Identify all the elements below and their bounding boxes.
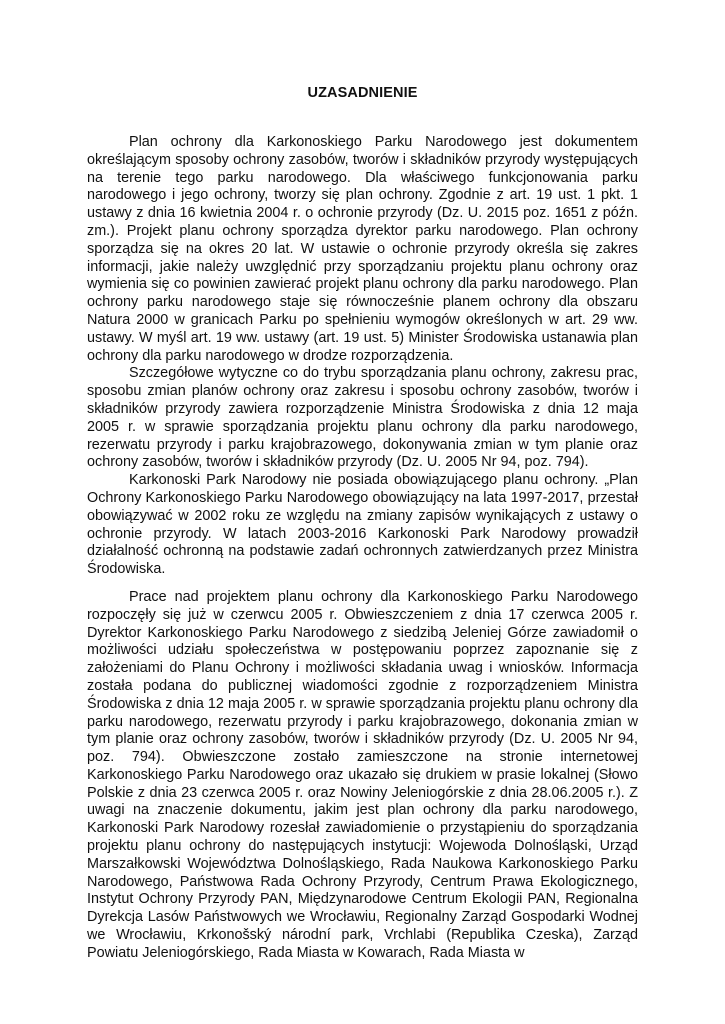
paragraph-plan-definition: Plan ochrony dla Karkonoskiego Parku Narodowego jest dokumentem określającym sposoby ochrony zasobów, tworów i składników przyrody występujących na terenie tego parku narodowego. Dla właściwego funkcjonowania parku narodowego i jego ochrony, tworzy się plan ochrony. Zgodnie z art. 19 ust. 1 pkt. 1 ustawy z dnia 16 kwietnia 2004 r. o ochronie przyrody (Dz. U. 2015 poz. 1651 z późn. zm.). Projekt planu ochrony sporządza dyrektor parku narodowego. Plan ochrony sporządza się na okres 20 lat. W ustawie o ochronie przyrody określa się zakres informacji, jakie należy uwzględnić przy sporządzaniu projektu planu ochrony oraz wymienia się co powinien zawierać projekt planu ochrony dla parku narodowego. Plan ochrony parku narodowego staje się równocześnie planem ochrony dla obszaru Natura 2000 w granicach Parku po spełnieniu wymogów określonych w art. 29 ww. ustawy. W myśl art. 19 ww. ustawy (art. 19 ust. 5) Minister Środowiska ustanawia plan ochrony dla parku narodowego w drodze rozporządzenia.	[87, 134, 638, 364]
paragraph-work-history: Prace nad projektem planu ochrony dla Karkonoskiego Parku Narodowego rozpoczęły się już w czerwcu 2005 r. Obwieszczeniem z dnia 17 czerwca 2005 r. Dyrektor Karkonoskiego Parku Narodowego z siedzibą Jeleniej Górze zawiadomił o możliwości udziału społeczeństwa w postępowaniu poprzez zapoznanie się z założeniami do Planu Ochrony i możliwości składania uwag i wniosków. Informacja została podana do publicznej wiadomości zgodnie z rozporządzeniem Ministra Środowiska z dnia 12 maja 2005 r. w sprawie sporządzania projektu planu ochrony dla parku narodowego, rezerwatu przyrody i parku krajobrazowego, dokonania zmian w tym planie oraz ochrony zasobów, tworów i składników przyrody (Dz. U. 2005 Nr 94, poz. 794). Obwieszczone zostało zamieszczone na stronie internetowej Karkonoskiego Parku Narodowego oraz ukazało się drukiem w prasie lokalnej (Słowo Polskie z dnia 23 czerwca 2005 r. oraz Nowiny Jeleniogórskie z dnia 28.06.2005 r.). Z uwagi na znaczenie dokumentu, jakim jest plan ochrony dla parku narodowego, Karkonoski Park Narodowy rozesłał zawiadomienie o przystąpieniu do sporządzania projektu planu ochrony do następujących instytucji: Wojewoda Dolnośląski, Urząd Marszałkowski Województwa Dolnośląskiego, Rada Naukowa Karkonoskiego Parku Narodowego, Państwowa Rada Ochrony Przyrody, Centrum Prawa Ekologicznego, Instytut Ochrony Przyrody PAN, Międzynarodowe Centrum Ekologii PAN, Regionalna Dyrekcja Lasów Państwowych we Wrocławiu, Regionalny Zarząd Gospodarki Wodnej we Wrocławiu, Krkonošský národní park, Vrchlabi (Republika Czeska), Zarząd Powiatu Jeleniogórskiego, Rada Miasta w Kowarach, Rada Miasta w	[87, 588, 638, 961]
document-title: UZASADNIENIE	[307, 85, 418, 101]
document-body	[87, 134, 638, 963]
paragraph-detailed-guidelines: Szczegółowe wytyczne co do trybu sporządzania planu ochrony, zakresu prac, sposobu zmian planów ochrony oraz zakresu i sposobu ochrony zasobów, tworów i składników przyrody zawiera rozporządzenie Ministra Środowiska z dnia 12 maja 2005 r. w sprawie sporządzania projektu planu ochrony dla parku narodowego, rezerwatu przyrody i parku krajobrazowego, dokonywania zmian w tym planie oraz ochrony zasobów, tworów i składników przyrody (Dz. U. 2005 Nr 94, poz. 794).	[87, 365, 638, 471]
paragraph-no-current-plan: Karkonoski Park Narodowy nie posiada obowiązującego planu ochrony. „Plan Ochrony Karkonoskiego Parku Narodowego obowiązujący na lata 1997-2017, przestał obowiązywać w 2002 roku ze względu na zmiany zapisów wynikających z ustawy o ochronie przyrody. W latach 2003-2016 Karkonoski Park Narodowy prowadził działalność ochronną na podstawie zadań ochronnych zatwierdzanych przez Ministra Środowiska.	[87, 472, 638, 578]
